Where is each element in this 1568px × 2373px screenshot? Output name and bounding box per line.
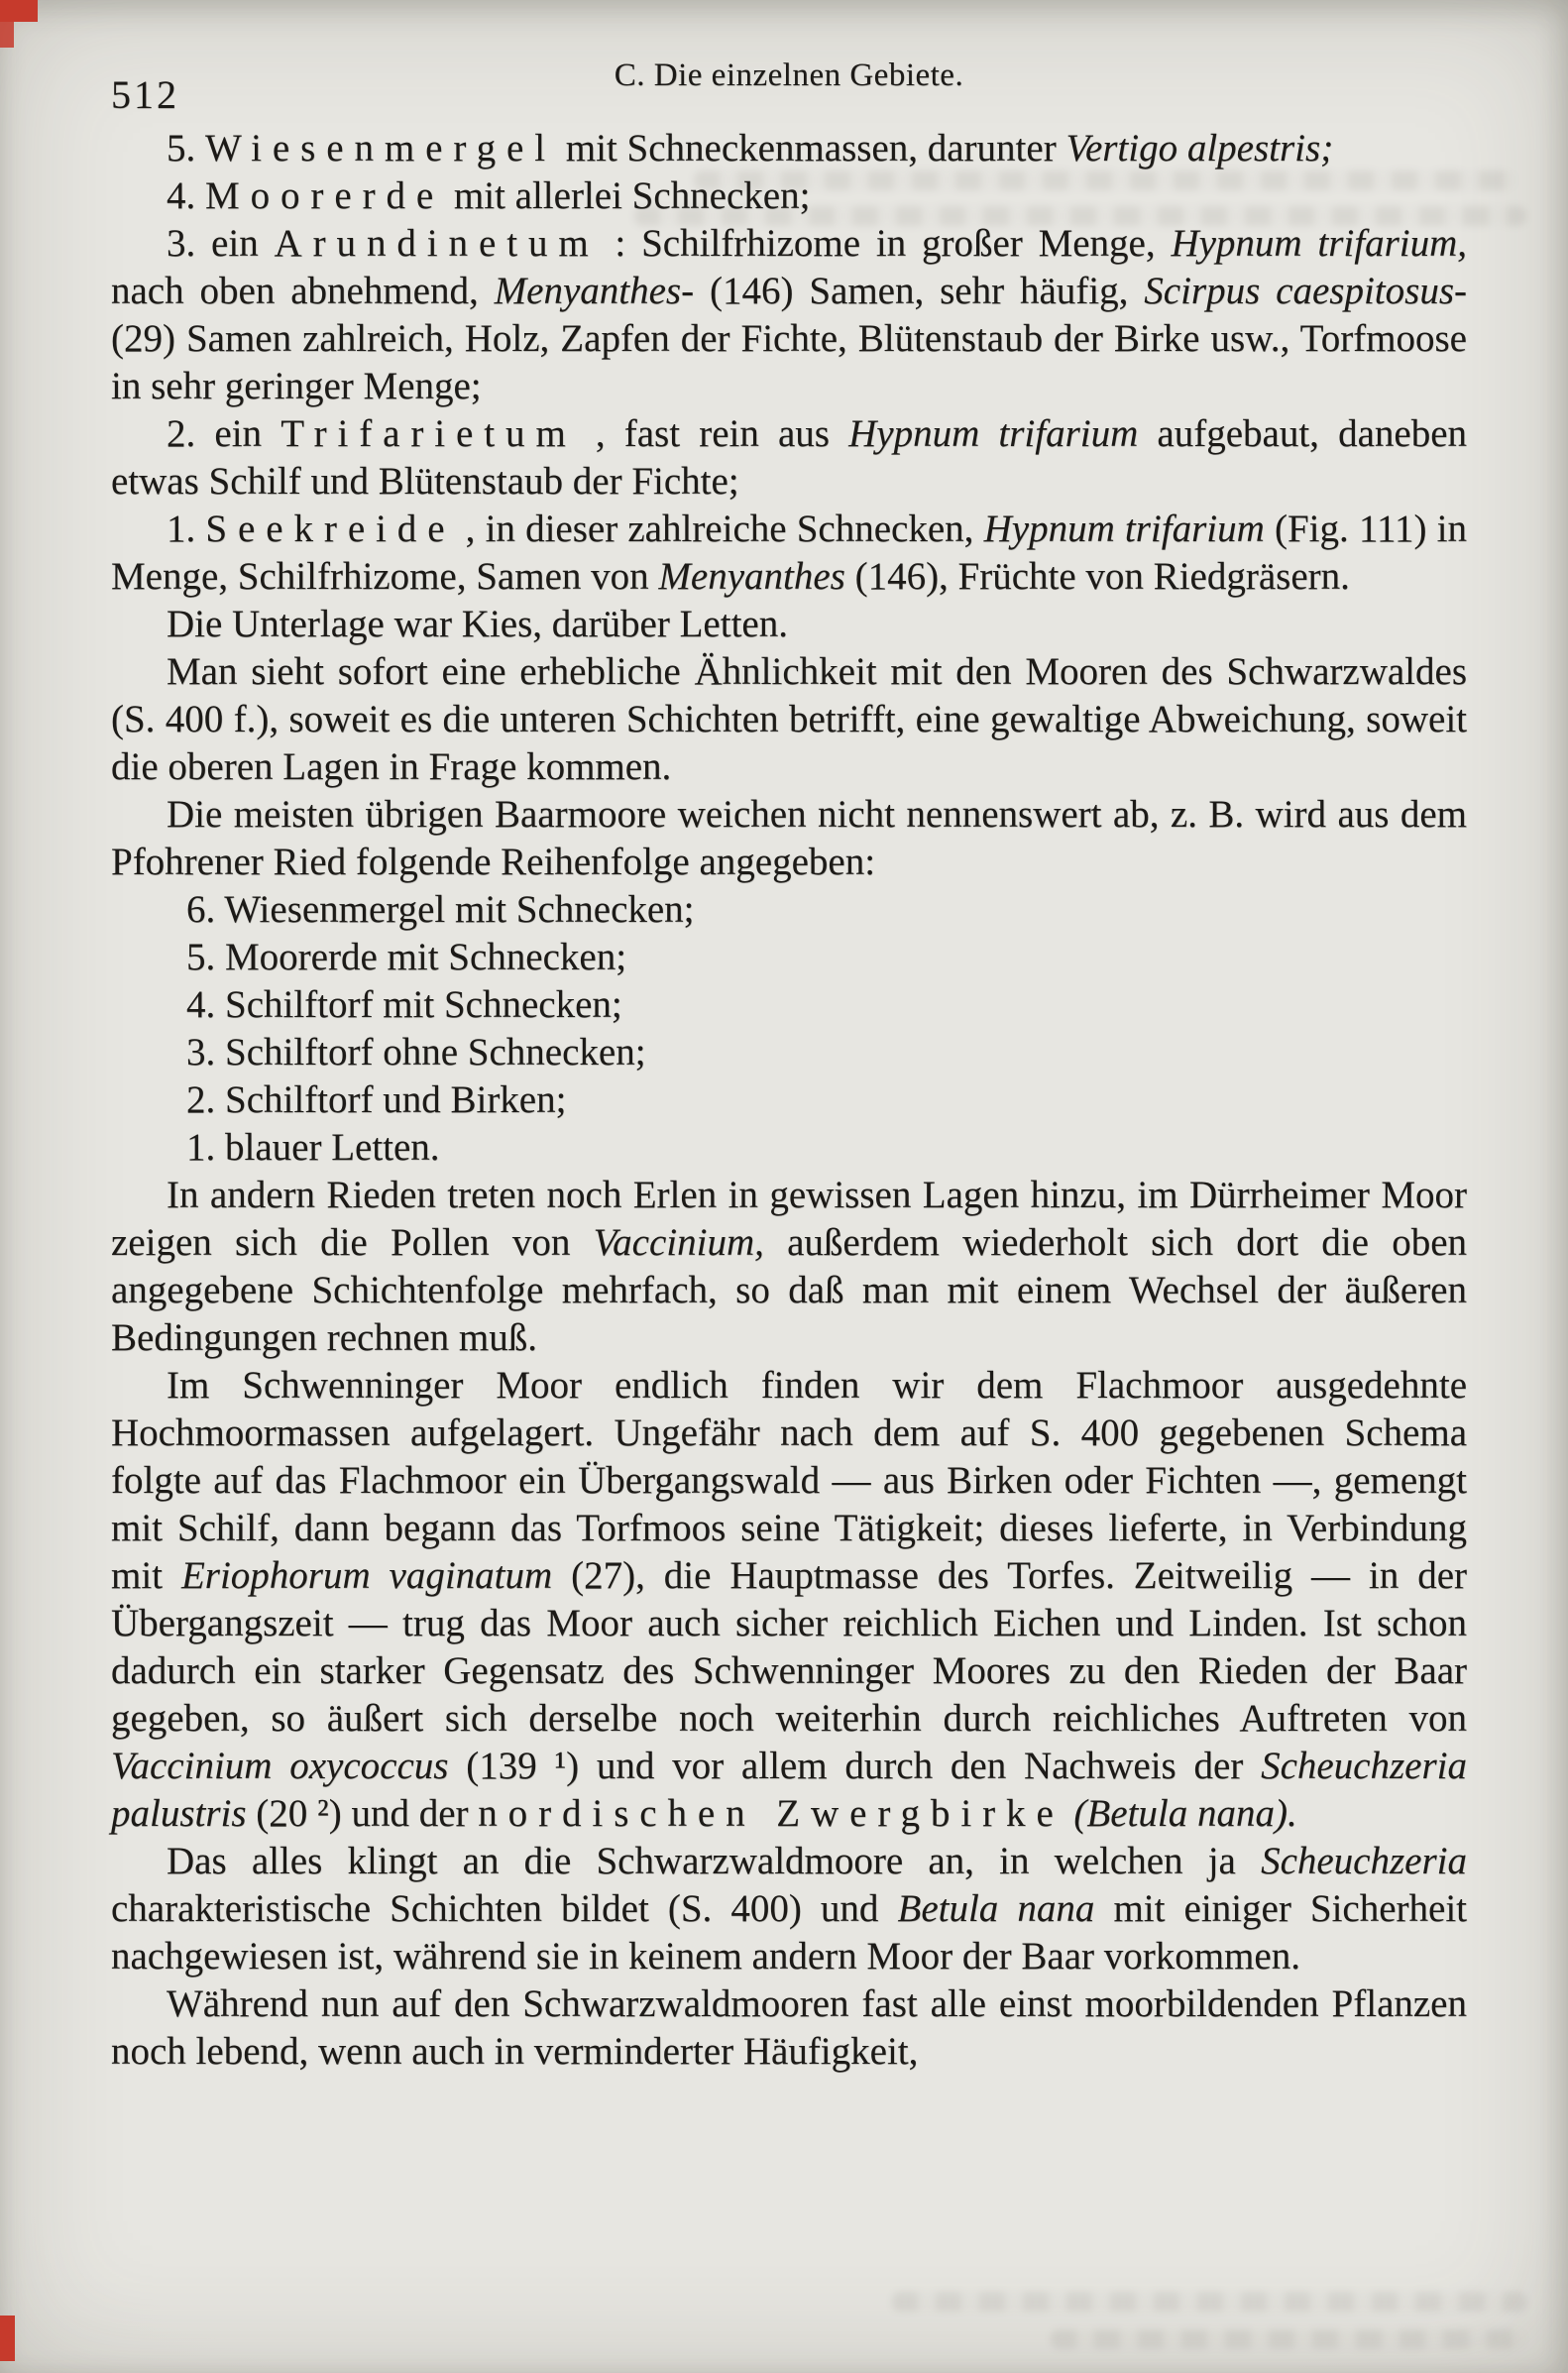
- paragraph-9: [186, 886, 1467, 934]
- italic-text: Hypnum trifarium: [848, 412, 1139, 455]
- body-text: , in dieser zahlreiche Schnecken,: [455, 508, 984, 550]
- body-text: (139 ¹) und vor allem durch den Nachweis der: [448, 1745, 1262, 1787]
- body-text: 1. blauer Letten.: [186, 1126, 440, 1169]
- body-text: In andern Rieden treten noch Erlen in gewissen Lagen hinzu, im Dürrheimer Moor zeigen sich die Pollen von: [111, 1174, 1467, 1264]
- body-text: (146) Samen, sehr häufig,: [694, 270, 1145, 312]
- scan-artifact-red-bottom: [0, 2316, 15, 2361]
- body-text: Das alles klingt an die Schwarzwaldmoore an, in welchen ja: [167, 1840, 1262, 1882]
- body-text: außerdem wiederholt sich dort die oben angegebene Schichtenfolge mehrfach, so daß man mit einem Wechsel der äußeren Bedingungen rechnen muß.: [111, 1221, 1467, 1359]
- body-text: nach oben abnehmend,: [111, 270, 495, 312]
- body-text: , fast rein aus: [576, 412, 849, 455]
- body-text: 4. Schilftorf mit Schnecken;: [186, 983, 622, 1026]
- paragraph-15: [111, 1172, 1467, 1362]
- body-text: mit allerlei Schnecken;: [444, 174, 811, 217]
- letterspaced-text: Arundinetum: [274, 222, 600, 265]
- show-through-artifact: [1051, 2329, 1526, 2349]
- body-text: 6. Wiesenmergel mit Schnecken;: [186, 888, 695, 931]
- paragraph-13: [186, 1076, 1467, 1124]
- letterspaced-text: Wiesenmergel: [205, 127, 556, 170]
- italic-text: Menyanthes-: [494, 270, 695, 312]
- body-text: charakteristische Schichten bildet (S. 400) und: [111, 1887, 898, 1930]
- paragraph-10: [186, 934, 1467, 981]
- paragraph-14: [186, 1124, 1467, 1172]
- paragraph-17: [111, 1838, 1467, 1980]
- paragraph-12: [186, 1029, 1467, 1076]
- paragraph-18: [111, 1980, 1467, 2076]
- body-text: 3. Schilftorf ohne Schnecken;: [186, 1031, 646, 1074]
- body-text: 2. Schilftorf und Birken;: [186, 1078, 567, 1121]
- italic-text: Menyanthes: [658, 555, 845, 598]
- body-text: 5. Moorerde mit Schnecken;: [186, 936, 627, 978]
- paragraph-2: [111, 172, 1467, 220]
- italic-text: Betula nana: [897, 1887, 1095, 1930]
- letterspaced-text: Moorerde: [205, 174, 445, 217]
- italic-text: Scheuchzeria: [1261, 1840, 1467, 1882]
- body-text: Die meisten übrigen Baarmoore weichen nicht nennenswert ab, z. B. wird aus dem Pfohrener Ried folgende Reihenfolge angegeben:: [111, 793, 1467, 883]
- letterspaced-text: Seekreide: [205, 508, 456, 550]
- page-body: [111, 125, 1467, 2076]
- letterspaced-text: Trifarietum: [280, 412, 577, 455]
- body-text: 4.: [167, 174, 205, 217]
- body-text: 1.: [167, 508, 206, 550]
- body-text: mit Schneckenmassen, darunter: [556, 127, 1066, 170]
- body-text: Die Unterlage war Kies, darüber Letten.: [167, 603, 788, 645]
- body-text: (Fig. 111) in Menge, Schilfrhizome, Samen von: [111, 508, 1467, 598]
- letterspaced-text: nordischen Zwergbirke: [478, 1792, 1064, 1835]
- body-text: (20 ²) und der: [246, 1792, 479, 1835]
- show-through-artifact: [892, 2292, 1526, 2312]
- body-text: Während nun auf den Schwarzwaldmooren fast alle einst moorbildenden Pflanzen noch lebend, wenn auch in verminderter Häufigkeit,: [111, 1982, 1467, 2073]
- scan-artifact-red-top-2: [0, 22, 14, 48]
- body-text: (146), Früchte von Riedgräsern.: [844, 555, 1350, 598]
- body-text: (27), die Hauptmasse des Torfes. Zeitweilig — in der Übergangszeit — trug das Moor auch sicher reichlich Eichen und Linden. Ist schon dadurch ein starker Gegensatz des Schwenninger Moores zu den Rieden der Baar gegeben, so äußert sich derselbe noch weiterhin durch reichliches Auftreten von: [111, 1554, 1467, 1740]
- running-title: C. Die einzelnen Gebiete.: [614, 57, 964, 93]
- paragraph-6: [111, 601, 1467, 648]
- paragraph-3: [111, 220, 1467, 410]
- body-text: mit einiger Sicherheit nachgewiesen ist, während sie in keinem andern Moor der Baar vorkommen.: [111, 1887, 1468, 1978]
- italic-text: Hypnum trifarium: [983, 508, 1265, 550]
- body-text: : Schilfrhizome in großer Menge,: [599, 222, 1172, 265]
- body-text: Man sieht sofort eine erhebliche Ähnlichkeit mit den Mooren des Schwarzwaldes (S. 400 f.), soweit es die unteren Schichten betrifft, eine gewaltige Abweichung, soweit die oberen Lagen in Frage kommen.: [111, 650, 1467, 788]
- body-text: 5.: [167, 127, 205, 170]
- italic-text: Scheuchzeria palustris: [111, 1745, 1467, 1835]
- italic-text: Vaccinium oxycoccus: [111, 1745, 449, 1787]
- paragraph-7: [111, 648, 1467, 791]
- page-header: [111, 56, 1467, 117]
- body-text: 2. ein: [167, 412, 281, 455]
- italic-text: Hypnum trifarium,: [1171, 222, 1467, 265]
- italic-text: Vaccinium,: [593, 1221, 764, 1264]
- paragraph-5: [111, 506, 1467, 601]
- scan-artifact-red-top: [0, 0, 38, 22]
- body-text: Im Schwenninger Moor endlich finden wir dem Flachmoor ausgedehnte Hochmoormassen aufgelagert. Ungefähr nach dem auf S. 400 gegebenen Schema folgte auf das Flachmoor ein Übergangswald — aus Birken oder Fichten —, gemengt mit Schilf, dann begann das Torfmoos seine Tätigkeit; dieses lieferte, in Verbindung mit: [111, 1364, 1467, 1597]
- paragraph-11: [186, 981, 1467, 1029]
- body-text: 3. ein: [167, 222, 275, 265]
- italic-text: Eriophorum vaginatum: [180, 1554, 553, 1597]
- page-number: 512: [111, 72, 179, 117]
- italic-text: Vertigo alpestris;: [1065, 127, 1334, 170]
- paragraph-8: [111, 791, 1467, 886]
- paragraph-16: [111, 1362, 1467, 1838]
- paragraph-1: [111, 125, 1467, 172]
- body-text: [1064, 1792, 1074, 1835]
- paragraph-4: [111, 410, 1467, 506]
- italic-text: Scirpus caespitosus-: [1144, 270, 1467, 312]
- italic-text: (Betula nana).: [1073, 1792, 1297, 1835]
- body-text: aufgebaut, daneben etwas Schilf und Blütenstaub der Fichte;: [111, 412, 1468, 503]
- body-text: (29) Samen zahlreich, Holz, Zapfen der Fichte, Blütenstaub der Birke usw., Torfmoose in sehr geringer Menge;: [111, 317, 1467, 407]
